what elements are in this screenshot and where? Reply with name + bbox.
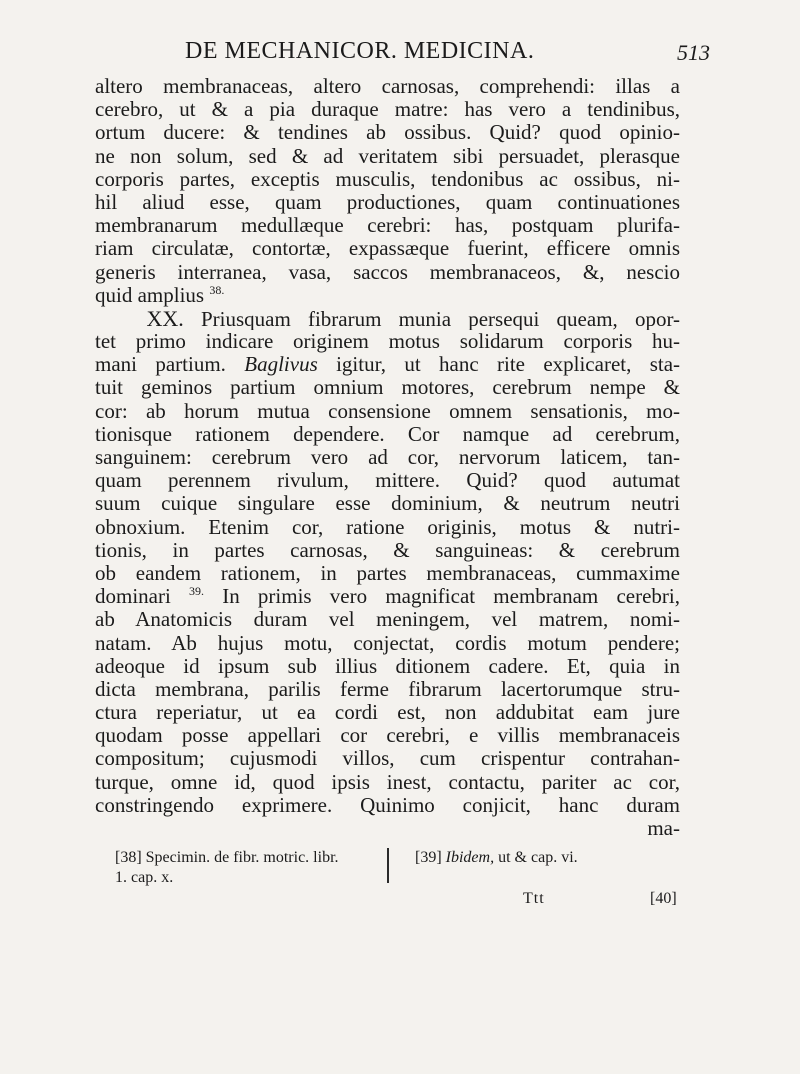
text-fragment: quid amplius <box>95 283 205 307</box>
text-line: compositum; cujusmodi villos, cum crispentur contrahan- <box>95 747 680 771</box>
footnote-ref-39: 39. <box>189 585 205 599</box>
text-fragment: In primis vero magnificat membranam cerebri, <box>222 585 680 609</box>
text-line: tuit geminos partium omnium motores, cerebrum nempe & <box>95 376 680 400</box>
text-line: cerebro, ut & a pia duraque matre: has vero a tendinibus, <box>95 98 680 122</box>
text-line-section-start <box>95 307 680 330</box>
text-line: quam perennem rivulum, mittere. Quid? quod autumat <box>95 469 680 493</box>
text-line: tet primo indicare originem motus solidarum corporis hu- <box>95 330 680 354</box>
text-line: ctura reperiatur, ut ea cordi est, non addubitat eam jure <box>95 701 680 725</box>
footnote-39 <box>415 848 645 868</box>
body-text <box>95 75 680 840</box>
text-line: tionis, in partes carnosas, & sanguineas: & cerebrum <box>95 538 680 562</box>
footnote-39-number: [39] <box>415 849 442 866</box>
text-line: adeoque id ipsum sub illius ditionem cadere. Et, quia in <box>95 654 680 678</box>
footnote-ref-38: 38. <box>209 283 225 297</box>
text-line: membranarum medullæque cerebri: has, postquam plurifa- <box>95 214 680 238</box>
text-line: suum cuique singulare esse dominium, & neutrum neutri <box>95 492 680 516</box>
text-line: altero membranaceas, altero carnosas, comprehendi: illas a <box>95 75 680 98</box>
text-line: ob eandem rationem, in partes membranaceas, cummaxime <box>95 561 680 585</box>
text-line: ortum ducere: & tendines ab ossibus. Quid? quod opinio- <box>95 121 680 145</box>
text-line: ne non solum, sed & ad veritatem sibi persuadet, plerasque <box>95 144 680 168</box>
text-line: sanguinem: cerebrum vero ad cor, nervorum laticem, tan- <box>95 446 680 469</box>
text-line-with-note <box>95 585 680 608</box>
text-line: constringendo exprimere. Quinimo conjicit, hanc duram <box>95 793 680 817</box>
text-line: ab Anatomicis duram vel meningem, vel matrem, nomi- <box>95 608 680 632</box>
text-fragment: dominari <box>95 585 171 609</box>
text-line: obnoxium. Etenim cor, ratione originis, motus & nutri- <box>95 515 680 539</box>
text-line: natam. Ab hujus motu, conjectat, cordis motum pendere; <box>95 631 680 655</box>
text-line: riam circulatæ, contortæ, expassæque fuerint, efficere omnis <box>95 237 680 261</box>
text-line: corporis partes, exceptis musculis, tendonibus ac ossibus, ni- <box>95 167 680 191</box>
footnote-38 <box>115 848 385 888</box>
text-fragment: mani partium. <box>95 353 226 377</box>
signature-mark: Ttt <box>523 890 545 907</box>
page-header <box>150 30 710 70</box>
text-line: dicta membrana, parilis ferme fibrarum lacertorumque stru- <box>95 677 680 701</box>
footnote-38-line2: 1. cap. x. <box>115 869 174 886</box>
text-line-para-end <box>95 284 680 307</box>
text-fragment: igitur, ut hanc rite explicaret, sta- <box>336 353 680 377</box>
text-fragment: Priusquam fibrarum munia persequi queam, opor- <box>200 306 680 331</box>
text-line: tionisque rationem dependere. Cor namque ad cerebrum, <box>95 422 680 446</box>
text-line-with-name <box>95 353 680 376</box>
text-line: cor: ab horum mutua consensione omnem sensationis, mo- <box>95 399 680 423</box>
text-line: hil aliud esse, quam productiones, quam continuationes <box>95 190 680 214</box>
footnote-39-text: ut & cap. vi. <box>498 849 578 866</box>
text-line: turque, omne id, quod ipsis inest, contactu, pariter ac cor, <box>95 770 680 794</box>
running-head: DE MECHANICOR. MEDICINA. <box>185 38 535 64</box>
footnote-divider <box>387 848 389 883</box>
footnote-39-ibidem: Ibidem, <box>445 849 495 866</box>
catchword: ma- <box>647 817 680 840</box>
author-name: Baglivus <box>244 353 318 377</box>
section-label: XX. <box>146 306 184 331</box>
page-number: 513 <box>677 40 710 65</box>
bottom-catchword: [40] <box>650 890 677 907</box>
footnote-38-line1: [38] Specimin. de fibr. motric. libr. <box>115 849 339 866</box>
text-line: generis interranea, vasa, saccos membranaceos, &, nescio <box>95 260 680 284</box>
text-line: quodam posse appellari cor cerebri, e villis membranaceis <box>95 724 680 748</box>
